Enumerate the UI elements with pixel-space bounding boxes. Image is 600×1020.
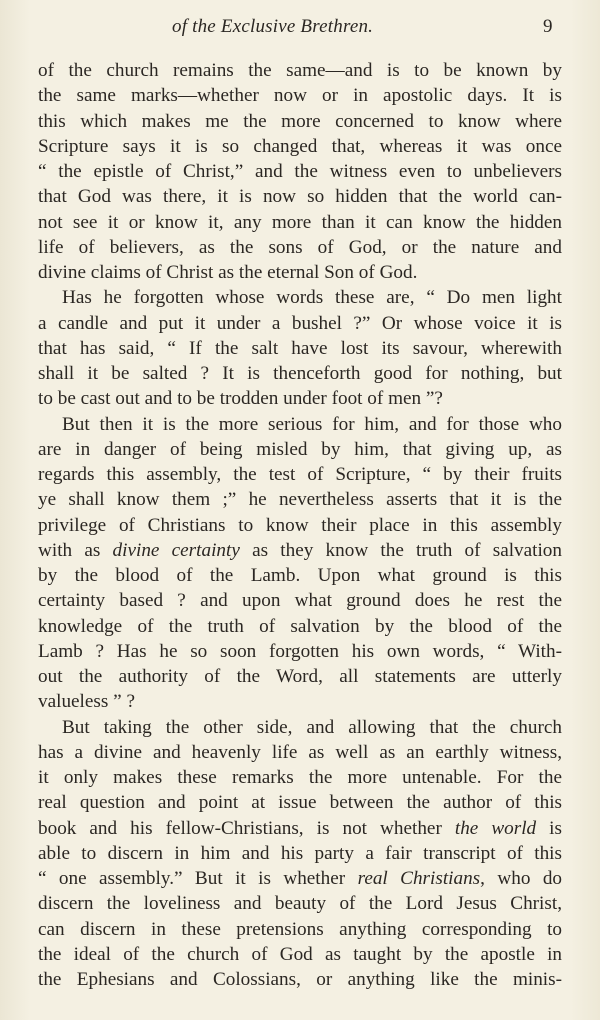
text-line: But then it is the more serious for him, and for those who <box>62 413 562 435</box>
text-line: But taking the other side, and allowing that the church <box>62 716 562 738</box>
text-line: shall it be salted ? It is thenceforth good for nothing, but <box>38 363 562 384</box>
text-segment: “ one assembly.” But it is whether <box>38 868 358 889</box>
text-line: the Ephesians and Colossians, or anything like the minis- <box>38 969 562 990</box>
text-line: able to discern in him and his party a fair transcript of this <box>38 842 562 864</box>
italic-emphasis: the world <box>454 817 537 839</box>
text-line: the ideal of the church of God as taught by the apostle in <box>38 943 562 965</box>
text-line: it only makes these remarks the more untenable. For the <box>38 767 562 788</box>
text-line: privilege of Christians to know their place in this assembly <box>38 514 562 536</box>
body-text <box>38 58 562 992</box>
text-line: by the blood of the Lamb. Upon what ground is this <box>38 565 562 586</box>
text-line: has a divine and heavenly life as well as an earthly witness, <box>38 741 562 763</box>
italic-emphasis: real Christians <box>357 868 481 889</box>
text-line <box>38 816 562 841</box>
running-head <box>0 16 600 42</box>
text-line: certainty based ? and upon what ground does he rest the <box>38 590 562 612</box>
text-line: can discern in these pretensions anything corresponding to <box>38 918 562 940</box>
italic-emphasis: divine certainty <box>112 539 240 561</box>
paragraph <box>38 715 562 993</box>
text-line: discern the loveliness and beauty of the Lord Jesus Christ, <box>38 893 562 915</box>
text-segment: , who do <box>480 868 563 889</box>
text-line: to be cast out and to be trodden under foot of men ”? <box>38 388 443 410</box>
text-line: that God was there, it is now so hidden that the world can- <box>38 186 562 208</box>
text-line: valueless ” ? <box>38 691 135 713</box>
text-line: a candle and put it under a bushel ?” Or whose voice it is <box>38 312 562 334</box>
text-segment: book and his fellow-Christians, is not whether <box>38 817 455 839</box>
text-line: ye shall know them ;” he nevertheless asserts that it is the <box>38 489 562 511</box>
paragraph <box>38 285 562 411</box>
paragraph <box>38 58 562 285</box>
page-number: 9 <box>543 16 553 37</box>
text-line: regards this assembly, the test of Scripture, “ by their fruits <box>38 464 562 485</box>
text-line: of the church remains the same—and is to be known by <box>38 60 562 81</box>
text-line: Scripture says it is so changed that, whereas it was once <box>38 135 562 157</box>
text-line: out the authority of the Word, all statements are utterly <box>38 666 562 687</box>
text-line: that has said, “ If the salt have lost its savour, wherewith <box>38 337 562 359</box>
text-segment: is <box>536 817 562 839</box>
text-line <box>38 866 562 891</box>
text-line: life of believers, as the sons of God, or the nature and <box>38 236 562 258</box>
text-line: are in danger of being misled by him, that giving up, as <box>38 438 562 460</box>
text-line: Lamb ? Has he so soon forgotten his own words, “ With- <box>38 640 562 662</box>
text-line: this which makes me the more concerned to know where <box>38 110 562 132</box>
text-line: Has he forgotten whose words these are, “ Do men light <box>62 287 562 309</box>
text-line <box>38 538 562 563</box>
text-line: knowledge of the truth of salvation by the blood of the <box>38 615 562 637</box>
text-line: divine claims of Christ as the eternal Son of God. <box>38 262 418 283</box>
text-line: the same marks—whether now or in apostolic days. It is <box>38 85 562 107</box>
text-segment: as they know the truth of salvation <box>239 539 562 561</box>
running-head-title: of the Exclusive Brethren. <box>172 16 374 37</box>
paragraph <box>38 412 562 715</box>
text-line: real question and point at issue between the author of this <box>38 792 562 814</box>
text-segment: with as <box>38 539 113 561</box>
text-line: not see it or know it, any more than it can know the hidden <box>38 211 562 233</box>
text-line: “ the epistle of Christ,” and the witness even to unbelievers <box>38 161 562 182</box>
